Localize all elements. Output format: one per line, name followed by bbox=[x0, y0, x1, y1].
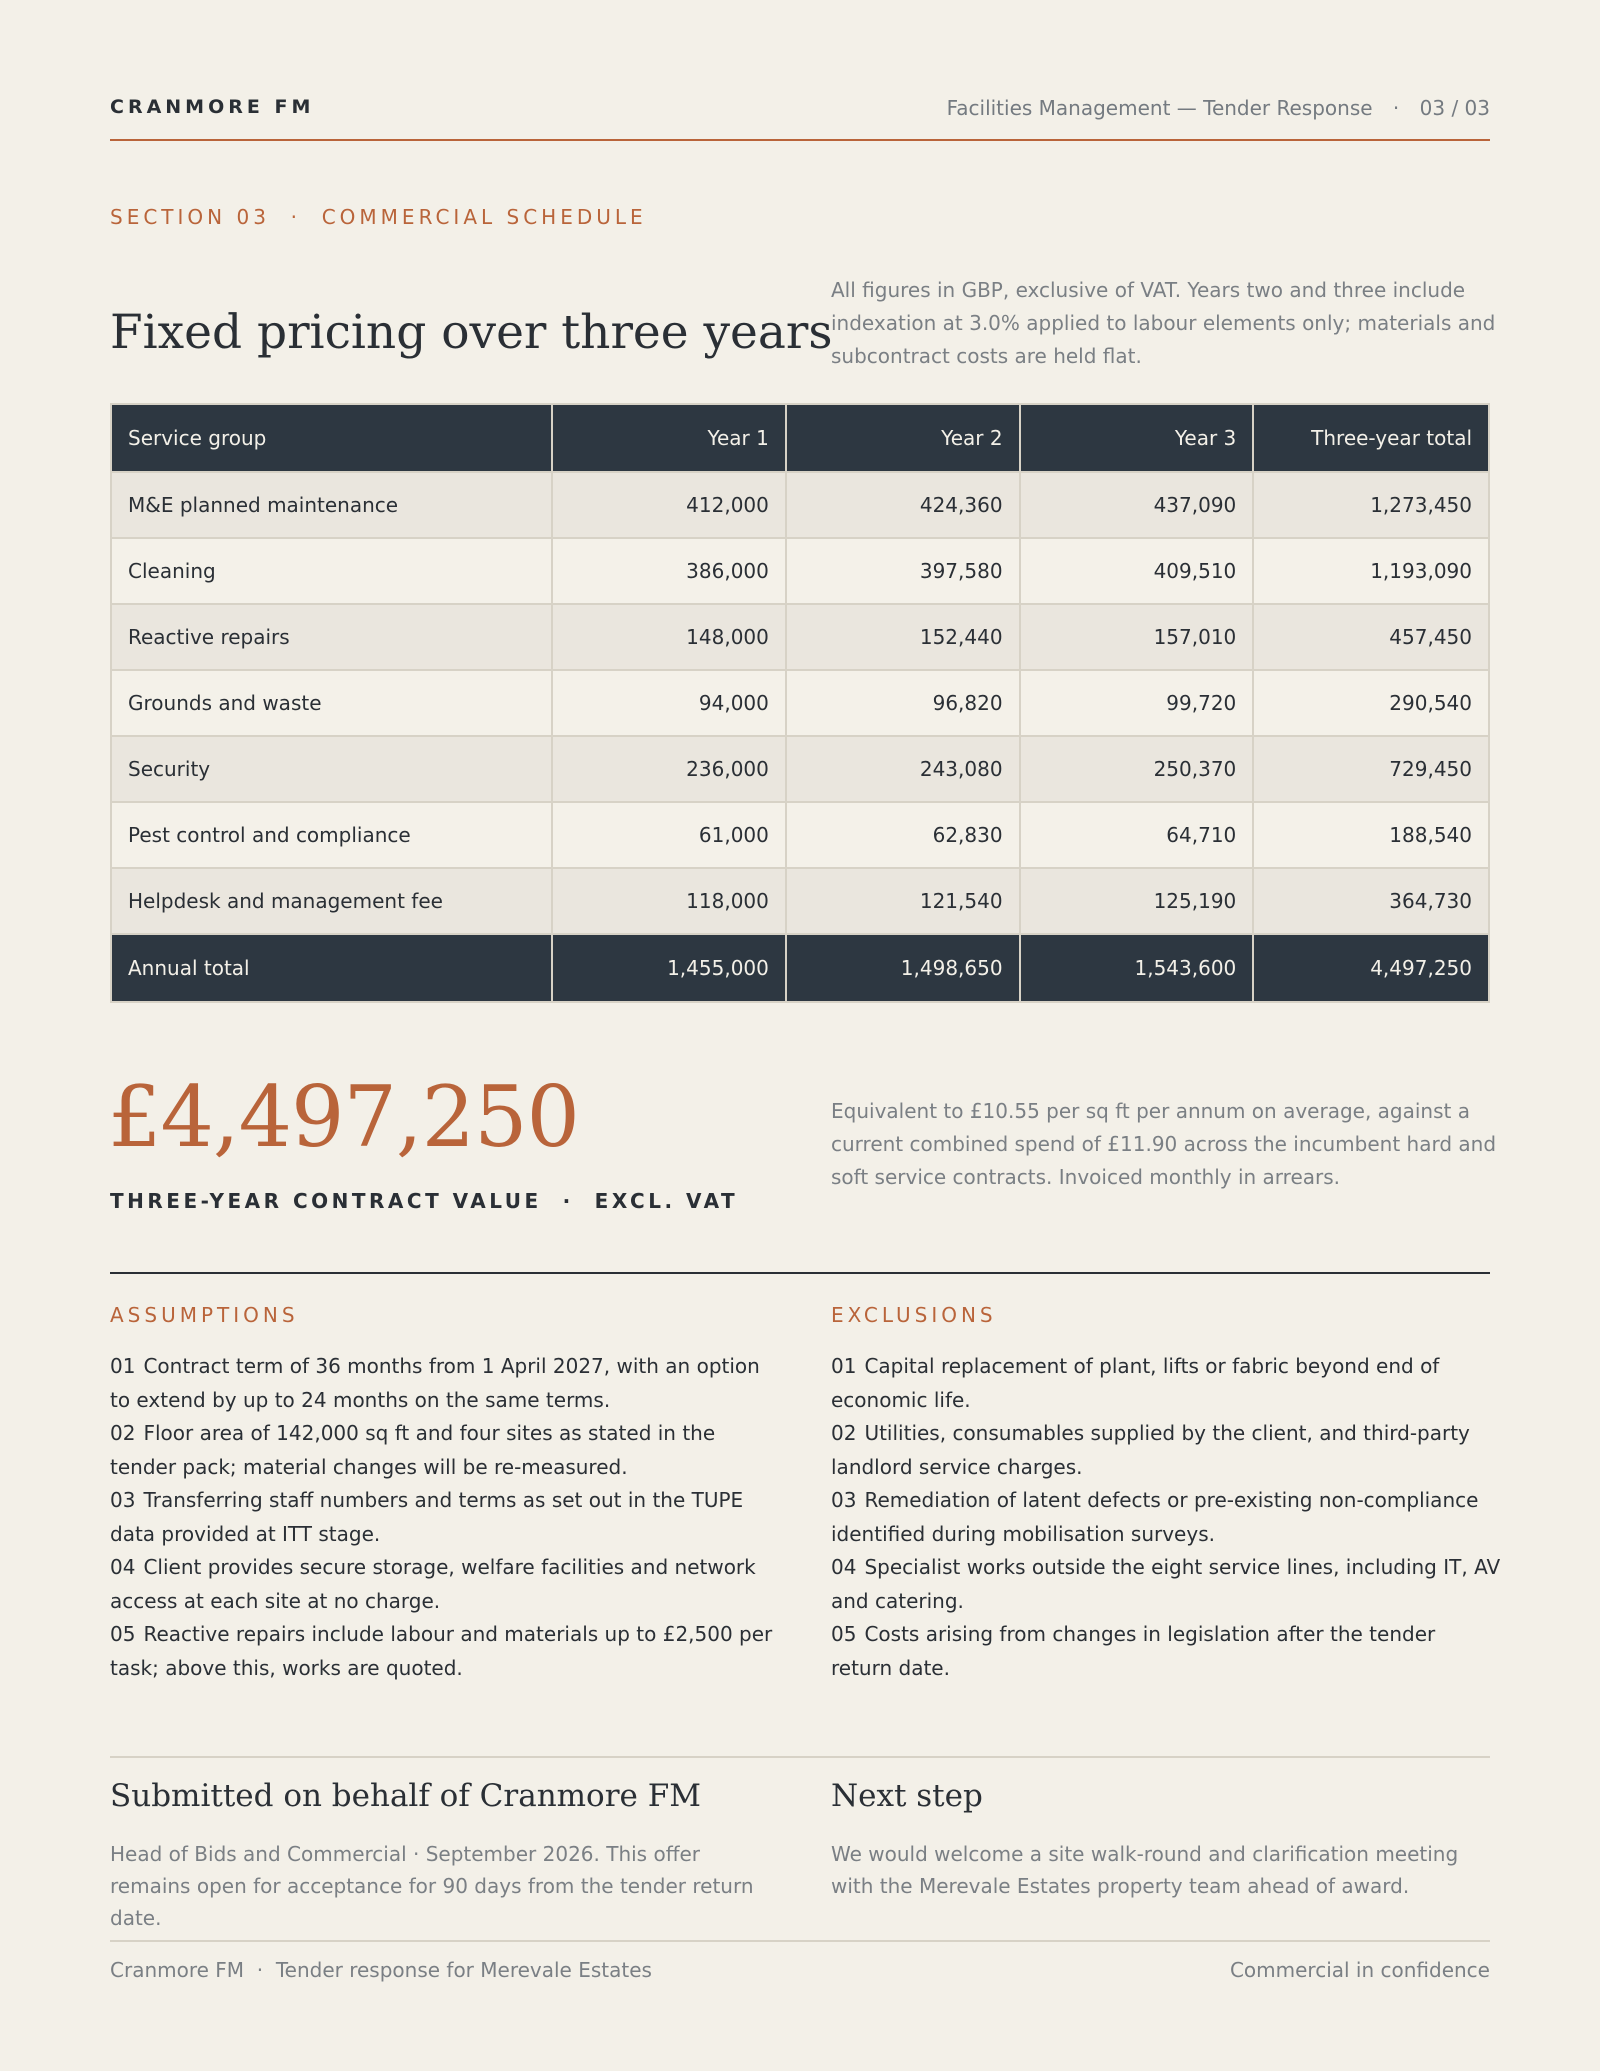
table-cell: 1,273,450 bbox=[1253, 472, 1489, 538]
table-row bbox=[111, 670, 1489, 736]
table-cell: 188,540 bbox=[1253, 802, 1489, 868]
table-cell: Cleaning bbox=[111, 538, 552, 604]
table-cell: Grounds and waste bbox=[111, 670, 552, 736]
item-number: 04 bbox=[831, 1555, 857, 1579]
table-cell: 364,730 bbox=[1253, 868, 1489, 934]
item-number: 05 bbox=[831, 1622, 857, 1646]
table-cell: 94,000 bbox=[552, 670, 786, 736]
table-cell: 243,080 bbox=[786, 736, 1020, 802]
table-cell: 250,370 bbox=[1020, 736, 1254, 802]
table-cell: 1,498,650 bbox=[786, 934, 1020, 1002]
table-row bbox=[111, 868, 1489, 934]
item-text: Capital replacement of plant, lifts or fabric beyond end of economic life. bbox=[831, 1354, 1440, 1412]
item-text: Floor area of 142,000 sq ft and four sites as stated in the tender pack; material changes will be re-measured. bbox=[110, 1421, 716, 1479]
table-cell: 290,540 bbox=[1253, 670, 1489, 736]
doc-title: Facilities Management — Tender Response bbox=[946, 96, 1373, 120]
item-number: 01 bbox=[831, 1354, 857, 1378]
table-row bbox=[111, 472, 1489, 538]
item-text: Costs arising from changes in legislation after the tender return date. bbox=[831, 1622, 1436, 1680]
header-separator: · bbox=[1392, 96, 1400, 120]
column-header: Year 3 bbox=[1020, 404, 1254, 472]
item-text: Contract term of 36 months from 1 April 2027, with an option to extend by up to 24 months on the same terms. bbox=[110, 1354, 760, 1412]
brand-name: CRANMORE FM bbox=[110, 96, 315, 118]
page-title: Fixed pricing over three years bbox=[110, 305, 833, 360]
header-meta bbox=[947, 96, 1490, 120]
table-cell: 236,000 bbox=[552, 736, 786, 802]
footer-left: Cranmore FM · Tender response for Merevale Estates bbox=[110, 1958, 652, 1982]
table-cell: 157,010 bbox=[1020, 604, 1254, 670]
list-item bbox=[110, 1484, 780, 1551]
table-cell: Helpdesk and management fee bbox=[111, 868, 552, 934]
table-cell: M&E planned maintenance bbox=[111, 472, 552, 538]
next-step-body: We would welcome a site walk-round and clarification meeting with the Merevale Estates property team ahead of award. bbox=[831, 1842, 1459, 1898]
table-cell: 729,450 bbox=[1253, 736, 1489, 802]
list-item bbox=[831, 1350, 1501, 1417]
list-item bbox=[831, 1417, 1501, 1484]
annual-total-row bbox=[111, 934, 1489, 1002]
item-number: 04 bbox=[110, 1555, 136, 1579]
item-text: Remediation of latent defects or pre-existing non-compliance identified during mobilisation surveys. bbox=[831, 1488, 1479, 1546]
list-item bbox=[110, 1350, 780, 1417]
item-text: Specialist works outside the eight service lines, including IT, AV and catering. bbox=[831, 1555, 1501, 1613]
table-cell: 1,543,600 bbox=[1020, 934, 1254, 1002]
table-row bbox=[111, 802, 1489, 868]
item-number: 02 bbox=[110, 1421, 136, 1445]
item-text: Utilities, consumables supplied by the client, and third-party landlord service charges. bbox=[831, 1421, 1470, 1479]
table-cell: 96,820 bbox=[786, 670, 1020, 736]
submission-body: Head of Bids and Commercial · September 2026. This offer remains open for acceptance for 90 days from the tender return date. bbox=[110, 1842, 754, 1930]
item-number: 03 bbox=[110, 1488, 136, 1512]
table-cell: 412,000 bbox=[552, 472, 786, 538]
exclusions-list bbox=[831, 1350, 1501, 1685]
list-item bbox=[110, 1551, 780, 1618]
contract-value-label: THREE-YEAR CONTRACT VALUE · EXCL. VAT bbox=[110, 1189, 739, 1213]
table-header-row bbox=[111, 404, 1489, 472]
table-cell: Annual total bbox=[111, 934, 552, 1002]
table-cell: 1,193,090 bbox=[1253, 538, 1489, 604]
section-divider bbox=[110, 1272, 1490, 1274]
column-header: Year 2 bbox=[786, 404, 1020, 472]
table-cell: 397,580 bbox=[786, 538, 1020, 604]
table-row bbox=[111, 736, 1489, 802]
list-item bbox=[110, 1417, 780, 1484]
list-item bbox=[831, 1484, 1501, 1551]
list-item bbox=[831, 1618, 1501, 1685]
item-text: Client provides secure storage, welfare facilities and network access at each site at no charge. bbox=[110, 1555, 756, 1613]
table-cell: 62,830 bbox=[786, 802, 1020, 868]
item-number: 03 bbox=[831, 1488, 857, 1512]
item-number: 02 bbox=[831, 1421, 857, 1445]
column-header: Year 1 bbox=[552, 404, 786, 472]
item-text: Reactive repairs include labour and materials up to £2,500 per task; above this, works are quoted. bbox=[110, 1622, 773, 1680]
page-number: 03 / 03 bbox=[1419, 96, 1490, 120]
table-cell: Reactive repairs bbox=[111, 604, 552, 670]
table-cell: 386,000 bbox=[552, 538, 786, 604]
table-cell: 424,360 bbox=[786, 472, 1020, 538]
table-row bbox=[111, 604, 1489, 670]
assumptions-heading: ASSUMPTIONS bbox=[110, 1303, 299, 1327]
table-cell: Security bbox=[111, 736, 552, 802]
contract-value-amount: £4,497,250 bbox=[108, 1068, 579, 1166]
submission-heading: Submitted on behalf of Cranmore FM bbox=[110, 1778, 701, 1814]
table-cell: 1,455,000 bbox=[552, 934, 786, 1002]
table-cell: 437,090 bbox=[1020, 472, 1254, 538]
table-cell: 409,510 bbox=[1020, 538, 1254, 604]
footer-right: Commercial in confidence bbox=[1229, 1958, 1490, 1982]
header-divider bbox=[110, 139, 1490, 141]
table-cell: 99,720 bbox=[1020, 670, 1254, 736]
table-cell: 4,497,250 bbox=[1253, 934, 1489, 1002]
table-cell: 118,000 bbox=[552, 868, 786, 934]
list-item bbox=[110, 1618, 780, 1685]
column-header: Service group bbox=[111, 404, 552, 472]
table-cell: 64,710 bbox=[1020, 802, 1254, 868]
assumptions-list bbox=[110, 1350, 780, 1685]
footer-divider bbox=[110, 1940, 1490, 1942]
item-number: 05 bbox=[110, 1622, 136, 1646]
next-step-heading: Next step bbox=[831, 1778, 983, 1814]
table-cell: 148,000 bbox=[552, 604, 786, 670]
table-cell: 125,190 bbox=[1020, 868, 1254, 934]
table-cell: 121,540 bbox=[786, 868, 1020, 934]
table-cell: 457,450 bbox=[1253, 604, 1489, 670]
closing-divider bbox=[110, 1756, 1490, 1758]
exclusions-heading: EXCLUSIONS bbox=[831, 1303, 997, 1327]
intro-note: All figures in GBP, exclusive of VAT. Years two and three include indexation at 3.0% applied to labour elements only; materials and subcontract costs are held flat. bbox=[831, 278, 1496, 368]
table-row bbox=[111, 538, 1489, 604]
item-text: Transferring staff numbers and terms as set out in the TUPE data provided at ITT stage. bbox=[110, 1488, 744, 1546]
pricing-table bbox=[110, 403, 1490, 1003]
item-number: 01 bbox=[110, 1354, 136, 1378]
contract-value-note: Equivalent to £10.55 per sq ft per annum on average, against a current combined spend of £11.90 across the incumbent hard and soft service contracts. Invoiced monthly in arrears. bbox=[831, 1099, 1497, 1189]
column-header: Three-year total bbox=[1253, 404, 1489, 472]
table-cell: Pest control and compliance bbox=[111, 802, 552, 868]
section-eyebrow: SECTION 03 · COMMERCIAL SCHEDULE bbox=[110, 205, 647, 229]
list-item bbox=[831, 1551, 1501, 1618]
table-cell: 152,440 bbox=[786, 604, 1020, 670]
table-cell: 61,000 bbox=[552, 802, 786, 868]
